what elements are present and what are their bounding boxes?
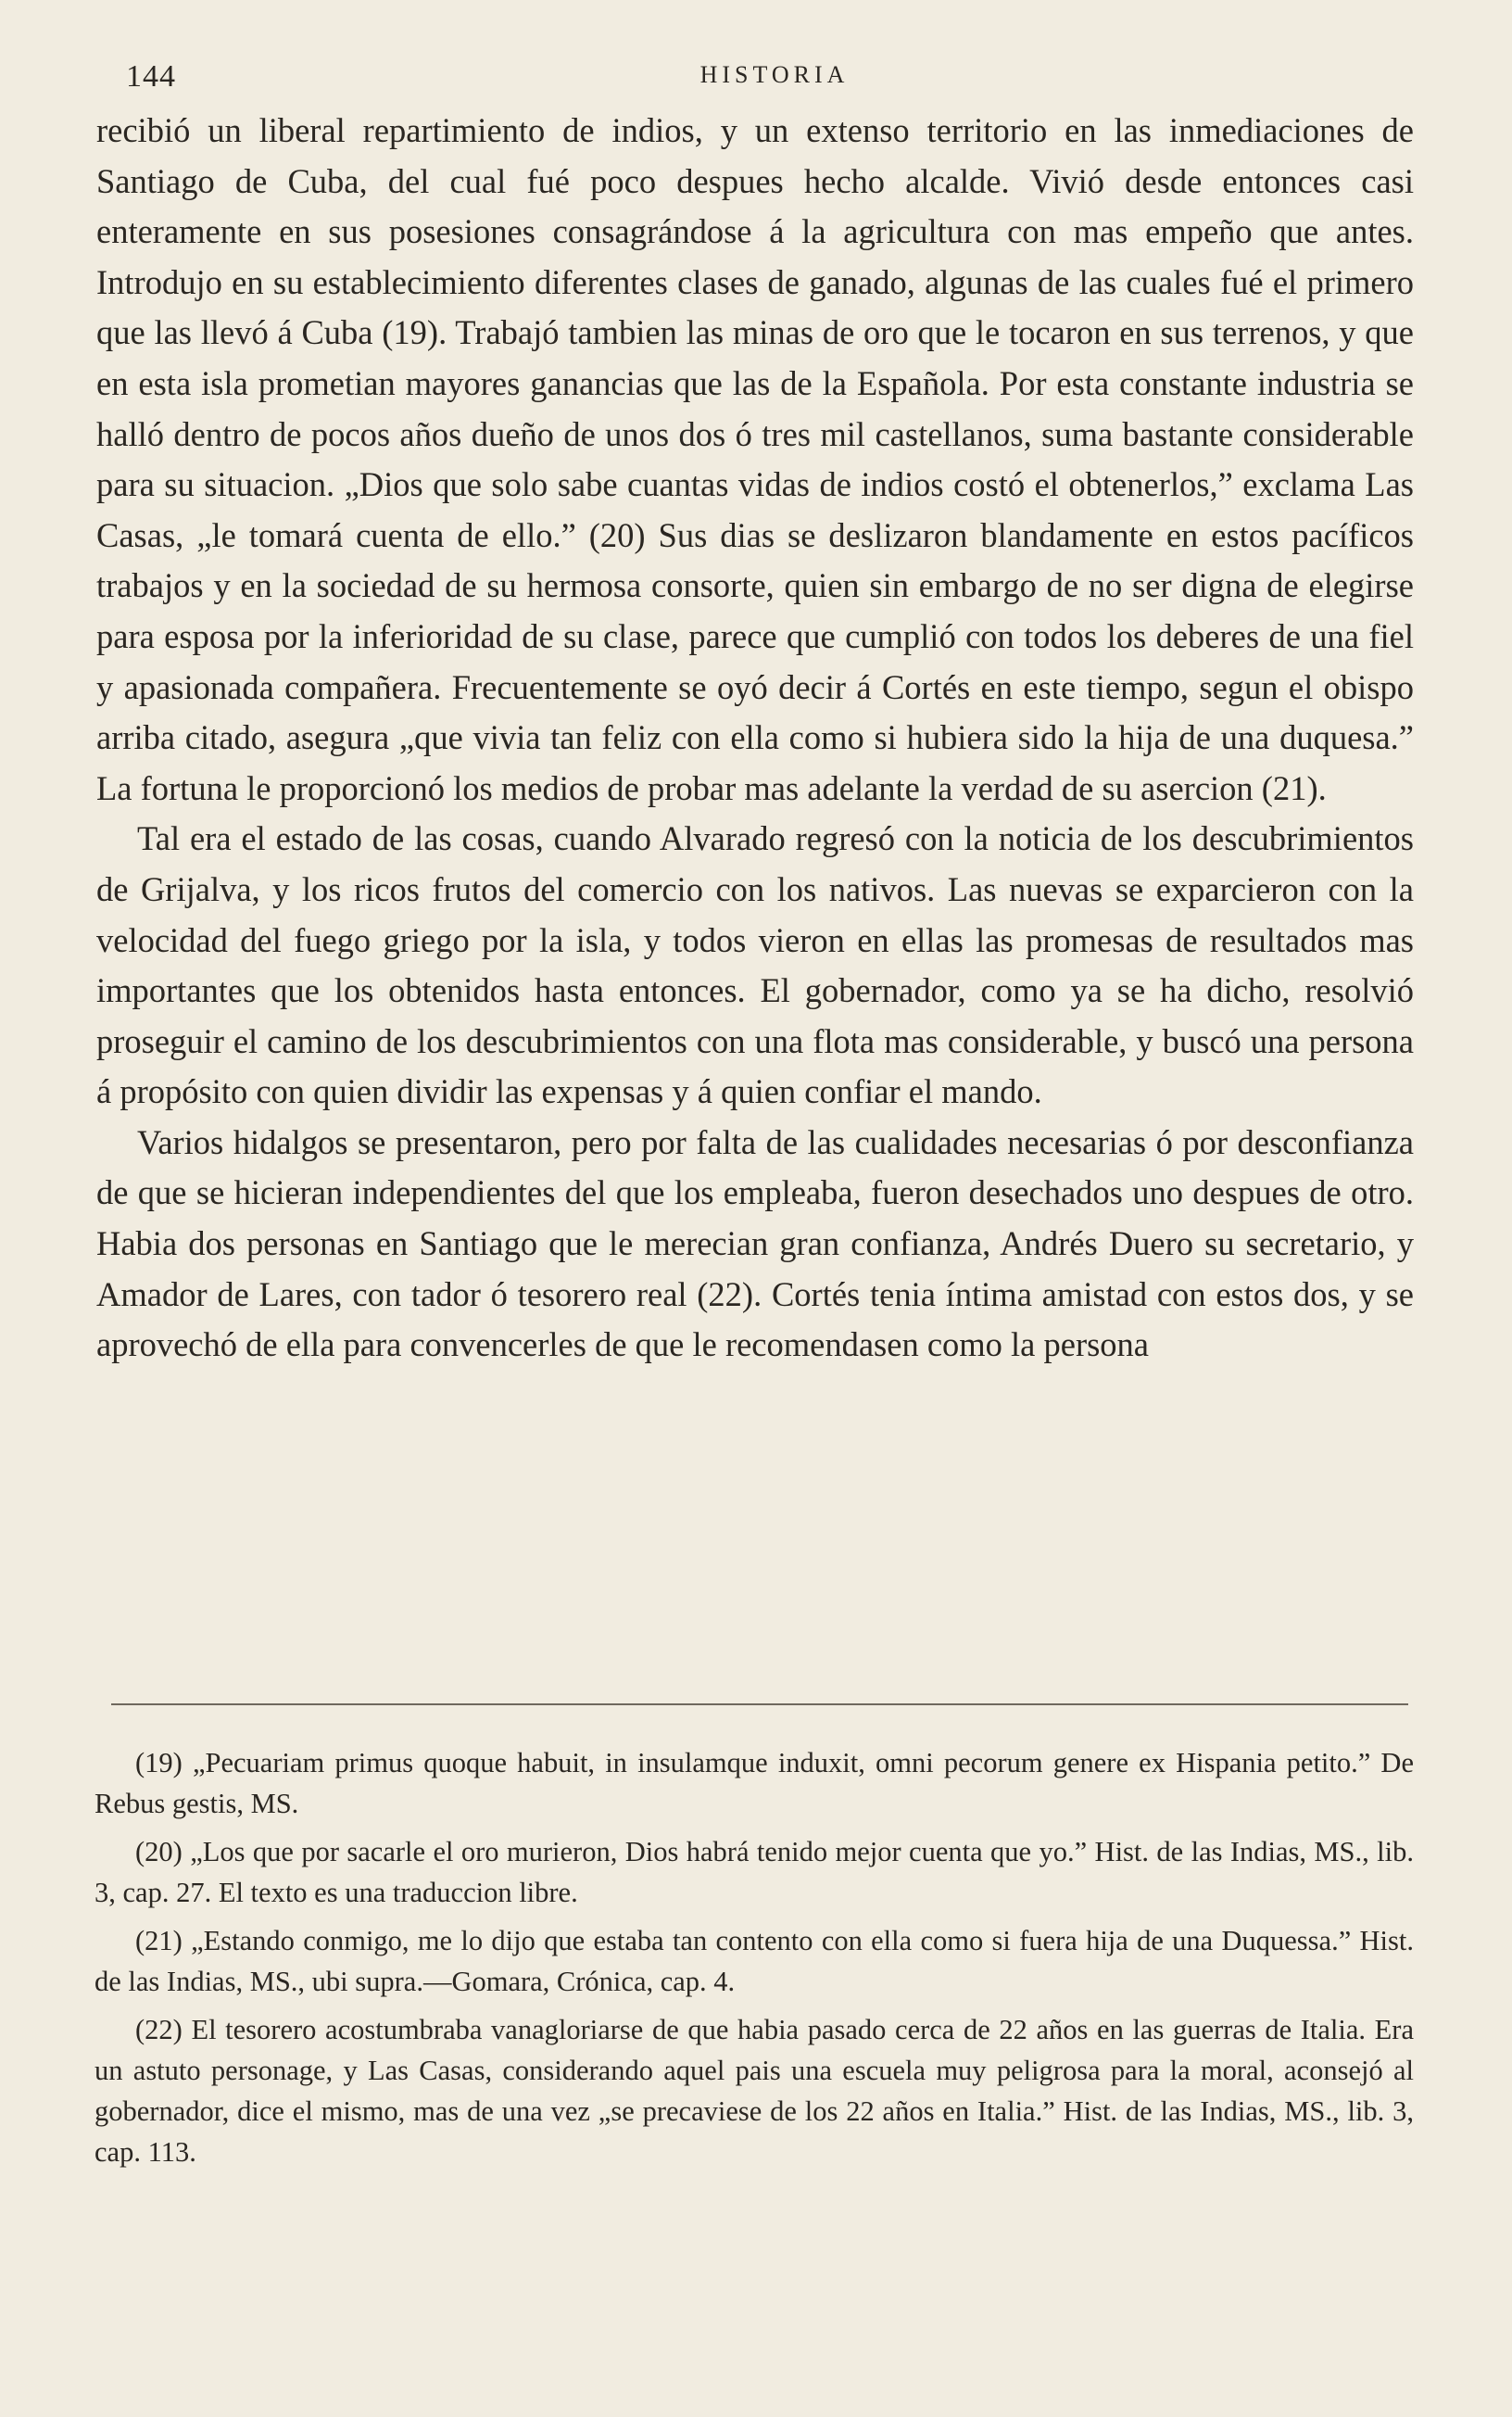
page-header <box>126 59 1423 108</box>
footnote-22: (22) El tesorero acostumbraba vanagloriarse de que habia pasado cerca de 22 años en las guerras de Italia. Era un astuto personage, y Las Casas, considerando aquel pais una escuela muy peligrosa para la moral, aconsejó al gobernador, dice el mismo, mas de una vez „se precaviese de los 22 años en Italia.” Hist. de las Indias, MS., lib. 3, cap. 113. <box>94 2014 1414 2168</box>
footnote-20: (20) „Los que por sacarle el oro murieron, Dios habrá tenido mejor cuenta que yo.” Hist. de las Indias, MS., lib. 3, cap. 27. El texto es una traduccion libre. <box>94 1836 1414 1908</box>
paragraph-1: recibió un liberal repartimiento de indios, y un extenso territorio en las inmediaciones de Santiago de Cuba, del cual fué poco despues hecho alcalde. Vivió desde entonces casi enteramente en sus posesiones consagrándose á la agricultura con mas empeño que antes. Introdujo en su establecimiento diferentes clases de ganado, algunas de las cuales fué el primero que las llevó á Cuba (19). Trabajó tambien las minas de oro que le tocaron en sus terrenos, y que en esta isla prometian mayores ganancias que las de la Española. Por esta constante industria se halló dentro de pocos años dueño de unos dos ó tres mil castellanos, suma bastante considerable para su situacion. „Dios que solo sabe cuantas vidas de indios costó el obtenerlos,” exclama Las Casas, „le tomará cuenta de ello.” (20) Sus dias se deslizaron blandamente en estos pacíficos trabajos y en la sociedad de su hermosa consorte, quien sin embargo de no ser digna de elegirse para esposa por la inferioridad de su clase, parece que cumplió con todos los deberes de una fiel y apasionada compañera. Frecuentemente se oyó decir á Cortés en este tiempo, segun el obispo arriba citado, asegura „que vivia tan feliz con ella como si hubiera sido la hija de una duquesa.” La fortuna le proporcionó los medios de probar mas adelante la verdad de su asercion (21). <box>96 111 1414 807</box>
body-text <box>96 106 1414 1371</box>
footnotes <box>94 1742 1414 2180</box>
running-title: HISTORIA <box>699 61 850 88</box>
footnote-21: (21) „Estando conmigo, me lo dijo que estaba tan contento con ella como si fuera hija de una Duquessa.” Hist. de las Indias, MS., ubi supra.—Gomara, Crónica, cap. 4. <box>94 1925 1414 1997</box>
page-number: 144 <box>126 59 176 94</box>
footnote-19: (19) „Pecuariam primus quoque habuit, in insulamque induxit, omni pecorum genere ex Hispania petito.” De Rebus gestis, MS. <box>94 1747 1414 1819</box>
paragraph-2: Tal era el estado de las cosas, cuando Alvarado regresó con la noticia de los descubrimientos de Grijalva, y los ricos frutos del comercio con los nativos. Las nuevas se exparcieron con la velocidad del fuego griego por la isla, y todos vieron en ellas las promesas de resultados mas importantes que los obtenidos hasta entonces. El gobernador, como ya se ha dicho, resolvió proseguir el camino de los descubrimientos con una flota mas considerable, y buscó una persona á propósito con quien dividir las expensas y á quien confiar el mando. <box>96 819 1414 1111</box>
paragraph-3: Varios hidalgos se presentaron, pero por falta de las cualidades necesarias ó por desconfianza de que se hicieran independientes del que los empleaba, fueron desechados uno despues de otro. Habia dos personas en Santiago que le merecian gran confianza, Andrés Duero su secretario, y Amador de Lares, con tador ó tesorero real (22). Cortés tenia íntima amistad con estos dos, y se aprovechó de ella para convencerles de que le recomendasen como la persona <box>96 1122 1414 1364</box>
footnote-divider <box>111 1703 1408 1705</box>
